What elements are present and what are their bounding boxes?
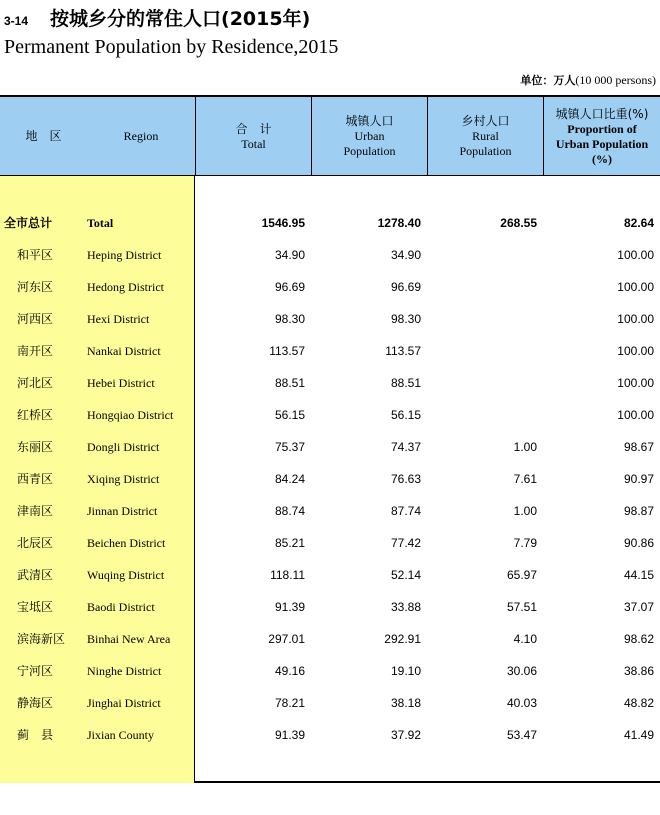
region-en-cell: Binhai New Area (87, 632, 171, 646)
header-prop-en2: Urban Population (555, 136, 649, 151)
region-cn-cell: 和平区 (17, 248, 54, 262)
table-row (0, 271, 660, 303)
region-en-cell: Dongli District (87, 440, 160, 454)
region-cn-cell: 滨海新区 (17, 632, 66, 646)
urban-cell: 76.63 (390, 472, 421, 486)
unit-cn: 单位：万人 (520, 74, 576, 87)
prop-cell: 100.00 (617, 312, 654, 326)
table-row (0, 559, 660, 591)
rural-cell: 7.79 (513, 536, 537, 550)
header-urban-en2: Population (343, 144, 396, 158)
region-cn-cell: 红桥区 (17, 408, 54, 422)
total-cell: 84.24 (274, 472, 305, 486)
urban-cell: 98.30 (390, 312, 421, 326)
prop-cell: 37.07 (623, 600, 654, 614)
total-cell: 96.69 (274, 280, 305, 294)
region-en-cell: Hongqiao District (87, 408, 174, 422)
header-proportion (543, 97, 660, 175)
total-cell: 88.51 (274, 376, 305, 390)
total-cell: 75.37 (274, 440, 305, 454)
table-row (0, 655, 660, 687)
region-en-cell: Heping District (87, 248, 162, 262)
total-cell: 85.21 (274, 536, 305, 550)
prop-cell: 100.00 (617, 280, 654, 294)
rural-cell: 7.61 (513, 472, 537, 486)
header-rural-en2: Population (459, 144, 512, 158)
region-en-cell: Beichen District (87, 536, 166, 550)
region-en-cell: Hexi District (87, 312, 150, 326)
total-cell: 98.30 (274, 312, 305, 326)
total-cell: 118.11 (270, 568, 305, 582)
header-total-cn: 合 计 (235, 121, 272, 136)
header-total-en: Total (241, 136, 266, 151)
header-urban (311, 97, 427, 175)
total-cell: 297.01 (268, 632, 305, 646)
table-row (0, 303, 660, 335)
prop-cell: 100.00 (617, 344, 654, 358)
prop-cell: 98.67 (623, 440, 654, 454)
rural-cell: 30.06 (506, 664, 537, 678)
region-en-cell: Nankai District (87, 344, 161, 358)
rural-cell: 4.10 (513, 632, 537, 646)
table-row (0, 367, 660, 399)
region-cn-cell: 全市总计 (4, 216, 53, 230)
region-cn-cell: 西青区 (17, 472, 54, 486)
header-rural-cn: 乡村人口 (461, 114, 510, 128)
table-title-en: Permanent Population by Residence,2015 (4, 36, 339, 58)
region-en-cell: Total (87, 216, 114, 230)
urban-cell: 88.51 (390, 376, 421, 390)
table-row (0, 527, 660, 559)
urban-cell: 292.91 (384, 632, 421, 646)
prop-cell: 90.86 (623, 536, 654, 550)
region-en-cell: Wuqing District (87, 568, 165, 582)
header-prop-en1: Proportion of (567, 121, 637, 136)
urban-cell: 77.42 (390, 536, 421, 550)
region-cn-cell: 河东区 (17, 280, 54, 294)
region-en-cell: Hebei District (87, 376, 155, 390)
region-en-cell: Baodi District (87, 600, 155, 614)
prop-cell: 100.00 (617, 376, 654, 390)
table-row-total (0, 207, 660, 239)
header-rural (427, 97, 543, 175)
prop-cell: 48.82 (623, 696, 654, 710)
header-urban-cn: 城镇人口 (345, 114, 394, 128)
region-cn-cell: 津南区 (17, 504, 54, 518)
prop-cell: 38.86 (623, 664, 654, 678)
table-row (0, 687, 660, 719)
table-title-cn-text: 按城乡分的常住人口(2015年) (50, 8, 311, 30)
table-row (0, 495, 660, 527)
header-region-cn (0, 97, 87, 175)
urban-cell: 38.18 (390, 696, 421, 710)
table-row (0, 719, 660, 751)
urban-cell: 1278.40 (377, 216, 421, 230)
table-header (0, 97, 660, 176)
prop-cell: 98.87 (623, 504, 654, 518)
table-row (0, 431, 660, 463)
header-region-en-text: Region (123, 128, 159, 143)
region-en-cell: Hedong District (87, 280, 164, 294)
rural-cell: 1.00 (513, 504, 537, 518)
region-cn-cell: 宁河区 (17, 664, 54, 678)
total-cell: 91.39 (274, 600, 305, 614)
prop-cell: 44.15 (623, 568, 654, 582)
region-cn-cell: 河西区 (17, 312, 54, 326)
table-row (0, 335, 660, 367)
urban-cell: 56.15 (390, 408, 421, 422)
region-en-cell: Jinghai District (87, 696, 161, 710)
population-table (0, 95, 660, 783)
prop-cell: 82.64 (623, 216, 654, 230)
header-region-en (87, 97, 195, 175)
urban-cell: 19.10 (390, 664, 421, 678)
prop-cell: 100.00 (617, 248, 654, 262)
rural-cell: 268.55 (500, 216, 537, 230)
region-en-cell: Jinnan District (87, 504, 158, 518)
table-row (0, 399, 660, 431)
table-row (0, 591, 660, 623)
rural-cell: 1.00 (513, 440, 537, 454)
table-row (0, 463, 660, 495)
rural-cell: 40.03 (506, 696, 537, 710)
total-cell: 56.15 (274, 408, 305, 422)
region-en-cell: Xiqing District (87, 472, 160, 486)
rural-cell: 65.97 (506, 568, 537, 582)
total-cell: 34.90 (274, 248, 305, 262)
region-cn-cell: 武清区 (17, 568, 54, 582)
total-cell: 88.74 (274, 504, 305, 518)
rural-cell: 57.51 (506, 600, 537, 614)
urban-cell: 34.90 (390, 248, 421, 262)
header-total (195, 97, 311, 175)
region-en-cell: Ninghe District (87, 664, 162, 678)
region-cn-cell: 南开区 (17, 344, 54, 358)
total-cell: 91.39 (274, 728, 305, 742)
urban-cell: 96.69 (390, 280, 421, 294)
region-cn-cell: 静海区 (17, 696, 54, 710)
total-cell: 1546.95 (261, 216, 305, 230)
region-cn-cell: 河北区 (17, 376, 54, 390)
table-row (0, 239, 660, 271)
rural-cell: 53.47 (506, 728, 537, 742)
urban-cell: 52.14 (390, 568, 421, 582)
total-cell: 78.21 (274, 696, 305, 710)
header-urban-en1: Urban (354, 129, 385, 143)
region-cn-cell: 宝坻区 (17, 600, 54, 614)
header-region-cn-text: 地 区 (25, 129, 62, 143)
urban-cell: 87.74 (390, 504, 421, 518)
urban-cell: 113.57 (385, 344, 421, 358)
region-cn-cell: 蓟 县 (17, 728, 54, 742)
urban-cell: 74.37 (390, 440, 421, 454)
prop-cell: 100.00 (617, 408, 654, 422)
region-cn-cell: 北辰区 (17, 536, 54, 550)
unit-label (520, 72, 656, 88)
region-en-cell: Jixian County (87, 728, 155, 742)
total-cell: 49.16 (274, 664, 305, 678)
header-rural-en1: Rural (472, 129, 499, 143)
total-cell: 113.57 (269, 344, 305, 358)
urban-cell: 37.92 (390, 728, 421, 742)
header-prop-en3: (%) (592, 151, 612, 166)
prop-cell: 98.62 (623, 632, 654, 646)
region-cn-cell: 东丽区 (17, 440, 54, 454)
table-row (0, 623, 660, 655)
table-title-cn (4, 4, 310, 31)
prop-cell: 90.97 (623, 472, 654, 486)
prop-cell: 41.49 (623, 728, 654, 742)
table-number: 3-14 (4, 14, 29, 28)
unit-en: (10 000 persons) (575, 73, 656, 87)
header-prop-cn: 城镇人口比重(%) (555, 106, 649, 121)
urban-cell: 33.88 (390, 600, 421, 614)
